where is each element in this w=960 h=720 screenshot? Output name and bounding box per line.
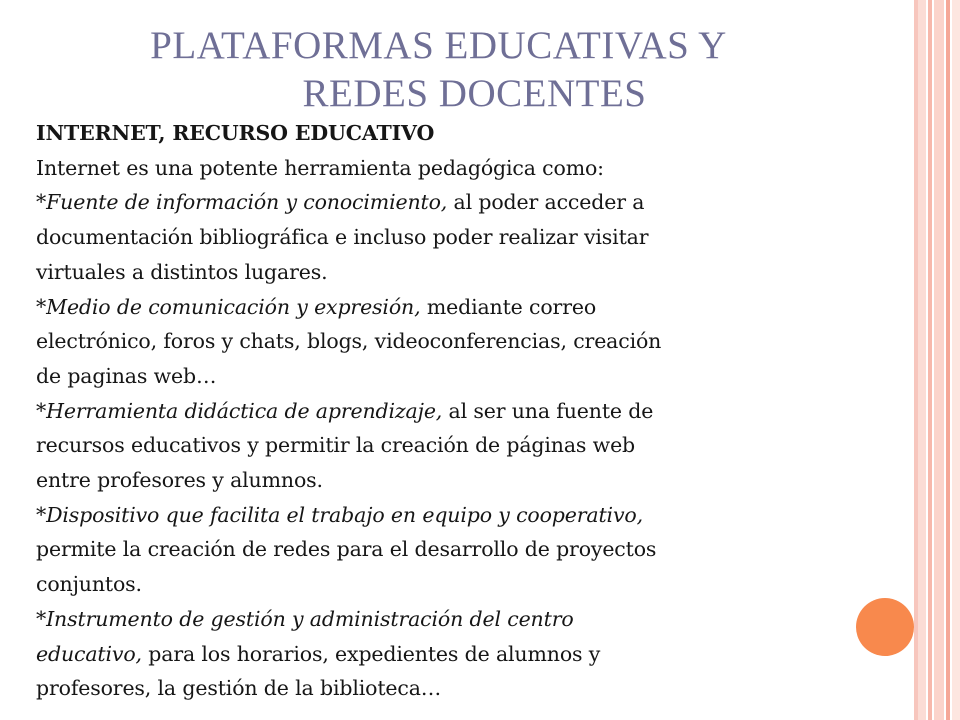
bullet-star: * — [36, 398, 47, 423]
stripe — [934, 0, 944, 720]
bullet-star: * — [36, 294, 47, 319]
item-4-line-2: permite la creación de redes para el desarrollo de proyectos — [36, 537, 657, 562]
item-2-emphasis: Medio de comunicación y expresión, — [46, 294, 421, 319]
item-5-line-1 — [36, 602, 851, 637]
title-line-2: REDES DOCENTES — [302, 72, 647, 115]
decorative-stripes — [918, 0, 960, 720]
item-5-line-3: profesores, la gestión de la biblioteca… — [36, 676, 442, 701]
orange-circle-decoration — [856, 598, 914, 656]
item-5-line-2 — [36, 637, 851, 672]
item-3-line-1 — [36, 394, 851, 429]
item-4-emphasis: Dispositivo que facilita el trabajo en equipo y cooperativo, — [46, 502, 643, 527]
item-1-emphasis: Fuente de información y conocimiento, — [46, 190, 448, 215]
item-3-emphasis: Herramienta didáctica de aprendizaje, — [46, 398, 443, 423]
item-2-line-1 — [36, 290, 851, 325]
stripe — [952, 0, 960, 720]
item-3-line-3: entre profesores y alumnos. — [36, 468, 323, 493]
item-5-emphasis: Instrumento de gestión y administración del centro — [46, 606, 574, 631]
item-3-line-2: recursos educativos y permitir la creación de páginas web — [36, 433, 636, 458]
section-heading: INTERNET, RECURSO EDUCATIVO — [36, 121, 435, 145]
title-line-1: PLATAFORMAS EDUCATIVAS Y — [150, 24, 727, 67]
item-2-line-2: electrónico, foros y chats, blogs, videoconferencias, creación — [36, 329, 662, 354]
stripe — [918, 0, 926, 720]
item-5-rest-2: para los horarios, expedientes de alumnos y — [141, 641, 601, 666]
item-4-line-1 — [36, 498, 851, 533]
stripe — [946, 0, 950, 720]
intro-text: Internet es una potente herramienta pedagógica como: — [36, 155, 604, 180]
item-1-line-1 — [36, 185, 851, 220]
stripe — [928, 0, 932, 720]
bullet-star: * — [36, 606, 47, 631]
slide-body — [36, 116, 851, 706]
item-1-rest: al poder acceder a — [447, 190, 645, 215]
item-1-line-2: documentación bibliográfica e incluso poder realizar visitar — [36, 225, 649, 250]
item-2-rest: mediante correo — [420, 294, 597, 319]
item-5-emphasis-2: educativo, — [36, 641, 142, 666]
bullet-star: * — [36, 190, 47, 215]
item-3-rest: al ser una fuente de — [442, 398, 654, 423]
bullet-star: * — [36, 502, 47, 527]
item-1-line-3: virtuales a distintos lugares. — [36, 259, 328, 284]
item-2-line-3: de paginas web… — [36, 363, 217, 388]
slide-title — [36, 22, 841, 118]
item-4-line-3: conjuntos. — [36, 572, 142, 597]
